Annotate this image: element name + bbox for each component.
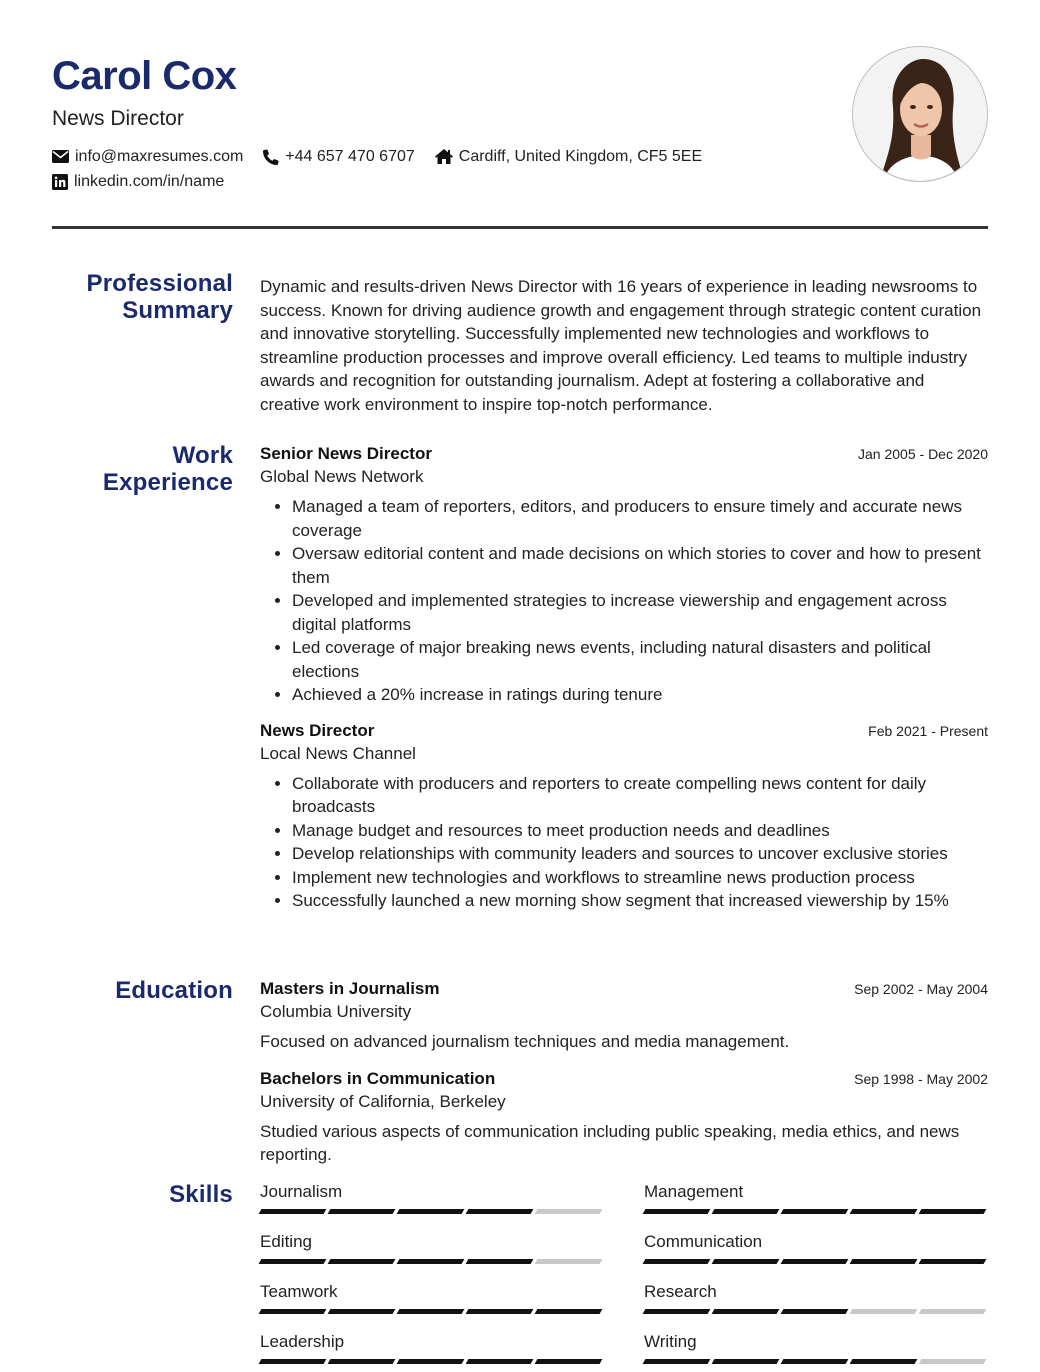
skill-item — [644, 1181, 987, 1231]
bullet-item: • Manage budget and resources to meet production needs and deadlines — [292, 819, 988, 843]
skill-segment-filled — [397, 1309, 465, 1314]
summary-text: Dynamic and results-driven News Director with 16 years of experience in leading newsrooms to success. Known for driving audience growth and engagement through strategic content curation and innovative storytelling. Successfully implemented new technologies and workflows to streamline production processes and improve overall efficiency. Led teams to multiple industry awards and recognition for outstanding journalism. Adept at fostering a collaborative and creative work environment to inspire top-notch performance. — [260, 277, 982, 414]
skill-name: Management — [644, 1182, 744, 1201]
skill-segment-empty — [535, 1209, 603, 1214]
resume-header — [52, 52, 988, 192]
skill-name: Editing — [260, 1232, 312, 1251]
education-dates: Sep 2002 - May 2004 — [854, 981, 988, 997]
skill-segment-filled — [850, 1209, 918, 1214]
school-name: University of California, Berkeley — [260, 1091, 506, 1111]
skill-segment-filled — [781, 1309, 849, 1314]
bullet-item: • Implement new technologies and workflows to streamline news production process — [292, 866, 988, 890]
bullet-item: • Successfully launched a new morning show segment that increased viewership by 15% — [292, 889, 988, 913]
skill-segment-filled — [259, 1359, 327, 1364]
education-desc: Focused on advanced journalism techniques and media management. — [260, 1032, 790, 1051]
skill-segment-filled — [712, 1309, 780, 1314]
email-contact[interactable] — [52, 148, 243, 166]
skill-item — [644, 1281, 987, 1331]
candidate-title: News Director — [52, 107, 184, 130]
summary-heading-line1: Professional — [86, 270, 233, 297]
skill-segment-filled — [712, 1359, 780, 1364]
skill-segment-filled — [535, 1309, 603, 1314]
skill-segment-filled — [259, 1309, 327, 1314]
job-org: Global News Network — [260, 467, 424, 486]
skill-segment-filled — [919, 1209, 987, 1214]
location-text: Cardiff, United Kingdom, CF5 5EE — [458, 147, 703, 165]
skill-name: Journalism — [260, 1182, 343, 1201]
skill-name: Writing — [644, 1332, 697, 1351]
job-title: News Director — [260, 720, 375, 740]
bullet-item: • Led coverage of major breaking news events, including natural disasters and political elections — [292, 636, 988, 683]
skill-segment-filled — [781, 1259, 849, 1264]
skill-segment-filled — [643, 1359, 711, 1364]
skill-segment-filled — [466, 1259, 534, 1264]
phone-text: +44 657 470 6707 — [285, 147, 415, 165]
degree-title: Bachelors in Communication — [260, 1068, 496, 1088]
job-title: Senior News Director — [260, 444, 432, 463]
skill-segment-filled — [535, 1359, 603, 1364]
degree-title: Masters in Journalism — [260, 979, 440, 998]
skill-segment-filled — [328, 1309, 396, 1314]
skill-segment-empty — [535, 1259, 603, 1264]
skill-name: Research — [644, 1282, 717, 1301]
skill-segment-filled — [781, 1359, 849, 1364]
skill-name: Teamwork — [260, 1282, 338, 1301]
skill-segment-empty — [850, 1309, 918, 1314]
linkedin-text: linkedin.com/in/name — [74, 172, 225, 190]
location-contact — [435, 148, 702, 166]
job-org: Local News Channel — [260, 743, 416, 763]
education-desc: Studied various aspects of communication including public speaking, media ethics, and news reporting. — [260, 1121, 960, 1164]
skill-item — [644, 1331, 987, 1372]
experience-heading-line1: Work — [172, 442, 233, 469]
bullet-item: • Managed a team of reporters, editors, and producers to ensure timely and accurate news coverage — [292, 495, 988, 542]
contact-info — [52, 144, 722, 194]
email-text: info@maxresumes.com — [75, 147, 244, 165]
skills-grid — [260, 1181, 988, 1372]
phone-contact[interactable] — [263, 148, 414, 166]
skill-level-bar — [260, 1359, 603, 1364]
skill-segment-filled — [781, 1209, 849, 1214]
job-bullets — [292, 495, 988, 707]
school-name: Columbia University — [260, 1002, 412, 1021]
job-dates: Jan 2005 - Dec 2020 — [858, 446, 988, 462]
skill-level-bar — [260, 1309, 603, 1314]
skill-segment-filled — [259, 1209, 327, 1214]
skill-segment-filled — [328, 1259, 396, 1264]
bullet-item: • Collaborate with producers and reporters to create compelling news content for daily broadcasts — [292, 772, 988, 819]
linkedin-contact[interactable] — [52, 173, 224, 191]
skills-heading: Skills — [169, 1181, 233, 1208]
skill-segment-filled — [643, 1309, 711, 1314]
experience-heading-line2: Experience — [102, 469, 233, 496]
skill-segment-filled — [328, 1359, 396, 1364]
summary-heading — [52, 270, 233, 324]
bullet-item: • Develop relationships with community leaders and sources to uncover exclusive stories — [292, 842, 988, 866]
job-entry — [260, 442, 988, 707]
linkedin-icon — [52, 174, 68, 190]
skill-level-bar — [644, 1259, 987, 1264]
skill-item — [644, 1231, 987, 1281]
skill-item — [260, 1331, 603, 1372]
skill-segment-filled — [643, 1209, 711, 1214]
skill-level-bar — [644, 1359, 987, 1364]
phone-icon — [263, 149, 279, 165]
skill-segment-filled — [712, 1209, 780, 1214]
skill-segment-filled — [328, 1209, 396, 1214]
education-entry — [260, 977, 988, 1054]
skill-name: Leadership — [260, 1332, 345, 1351]
skill-segment-filled — [850, 1359, 918, 1364]
education-heading: Education — [115, 977, 233, 1004]
skill-segment-filled — [919, 1259, 987, 1264]
skill-segment-filled — [397, 1259, 465, 1264]
job-entry — [260, 719, 988, 913]
job-dates: Feb 2021 - Present — [868, 722, 988, 739]
skill-segment-filled — [643, 1259, 711, 1264]
skill-segment-filled — [466, 1359, 534, 1364]
bullet-item: • Achieved a 20% increase in ratings during tenure — [292, 683, 988, 707]
skill-segment-filled — [466, 1209, 534, 1214]
skill-item — [260, 1281, 603, 1331]
envelope-icon — [52, 150, 69, 163]
skill-segment-filled — [712, 1259, 780, 1264]
skill-segment-filled — [850, 1259, 918, 1264]
bullet-item: • Developed and implemented strategies to increase viewership and engagement across digital platforms — [292, 589, 988, 636]
skill-name: Communication — [644, 1232, 763, 1251]
skill-segment-filled — [259, 1259, 327, 1264]
experience-heading — [52, 442, 233, 496]
profile-photo — [852, 46, 988, 182]
skill-segment-empty — [919, 1309, 987, 1314]
home-icon — [435, 149, 453, 164]
skill-level-bar — [644, 1309, 987, 1314]
skill-segment-filled — [466, 1309, 534, 1314]
skill-level-bar — [260, 1209, 603, 1214]
skill-segment-filled — [397, 1209, 465, 1214]
skill-segment-filled — [397, 1359, 465, 1364]
header-divider — [52, 226, 988, 229]
skill-level-bar — [260, 1259, 603, 1264]
skill-item — [260, 1231, 603, 1281]
skill-segment-empty — [919, 1359, 987, 1364]
skill-item — [260, 1181, 603, 1231]
education-entry — [260, 1067, 988, 1167]
candidate-name: Carol Cox — [52, 54, 237, 98]
job-bullets — [292, 772, 988, 913]
education-dates: Sep 1998 - May 2002 — [854, 1070, 988, 1087]
summary-heading-line2: Summary — [122, 297, 233, 324]
bullet-item: • Oversaw editorial content and made decisions on which stories to cover and how to present them — [292, 542, 988, 589]
skill-level-bar — [644, 1209, 987, 1214]
